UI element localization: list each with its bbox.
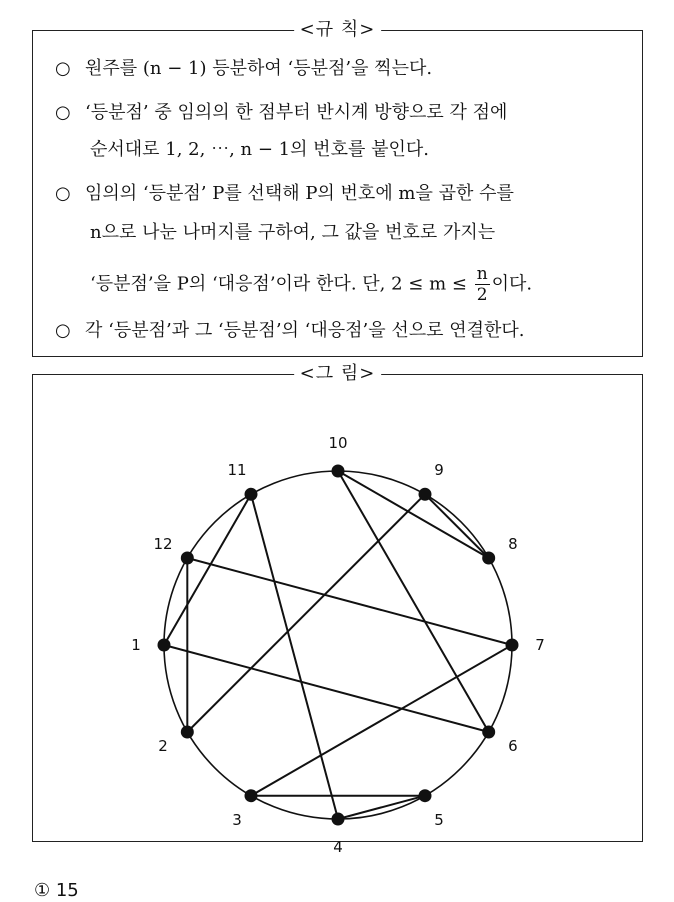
fraction-denominator: 2 [476,285,488,305]
point-1 [158,639,171,652]
bullet: ○ [55,183,71,204]
point-10 [332,465,345,478]
answer-option-1: ① 15 [34,880,79,901]
bullet: ○ [55,102,71,123]
rule-3-text-b: n으로 나눈 나머지를 구하여, 그 값을 번호로 가지는 [90,222,496,243]
rule-2-text-a: ‘등분점’ 중 임의의 한 점부터 반시계 방향으로 각 점에 [85,102,508,123]
point-label-5: 5 [434,810,444,829]
point-6 [482,726,495,739]
point-layer [158,465,519,826]
label-layer [131,434,545,856]
point-label-9: 9 [434,461,444,480]
point-label-11: 11 [227,461,247,480]
point-label-12: 12 [153,535,173,553]
point-label-3: 3 [232,810,242,829]
point-label-1: 1 [131,636,141,654]
point-2 [181,726,194,739]
circle-diagram [33,375,642,856]
figure-title: <그 림> [294,363,382,385]
chord-6-10 [338,471,489,732]
rule-1-text: 원주를 (n − 1) 등분하여 ‘등분점’을 찍는다. [85,58,433,79]
point-label-2: 2 [158,737,168,755]
figure-box [32,363,643,856]
rules-box [32,19,643,357]
fraction-numerator: n [476,264,488,284]
point-11 [245,488,258,501]
bullet: ○ [55,58,71,79]
point-label-8: 8 [508,535,518,553]
point-label-6: 6 [508,737,518,755]
chord-layer [164,471,512,819]
point-8 [482,552,495,565]
point-4 [332,813,345,826]
point-5 [419,789,432,802]
point-label-7: 7 [535,636,545,654]
point-label-4: 4 [333,838,343,856]
chord-1-11 [164,494,251,645]
chord-4-5 [338,796,425,819]
chord-1-6 [164,645,489,732]
rule-1 [55,57,432,81]
rules-title: <규 칙> [294,19,382,41]
rule-3 [55,182,514,206]
rule-2-text-b: 순서대로 1, 2, ⋯, n − 1의 번호를 붙인다. [90,139,429,160]
rule-3-text-a: 임의의 ‘등분점’ P를 선택해 P의 번호에 m을 곱한 수를 [85,183,514,204]
fraction-n-over-2 [475,264,490,305]
rule-3-text-c [90,264,532,305]
rule-3-text-c-pre: ‘등분점’을 P의 ‘대응점’이라 한다. 단, 2 ≤ m ≤ [90,273,467,295]
point-7 [506,639,519,652]
chord-3-7 [251,645,512,796]
chord-8-10 [338,471,489,558]
rule-2 [55,101,507,125]
rule-3-text-c-post: 이다. [491,273,533,295]
point-9 [419,488,432,501]
rule-4 [55,319,525,343]
rule-4-text: 각 ‘등분점’과 그 ‘등분점’의 ‘대응점’을 선으로 연결한다. [85,320,525,341]
point-3 [245,789,258,802]
circle-outline [164,471,512,819]
bullet: ○ [55,320,71,341]
point-12 [181,552,194,565]
point-label-10: 10 [328,434,348,452]
